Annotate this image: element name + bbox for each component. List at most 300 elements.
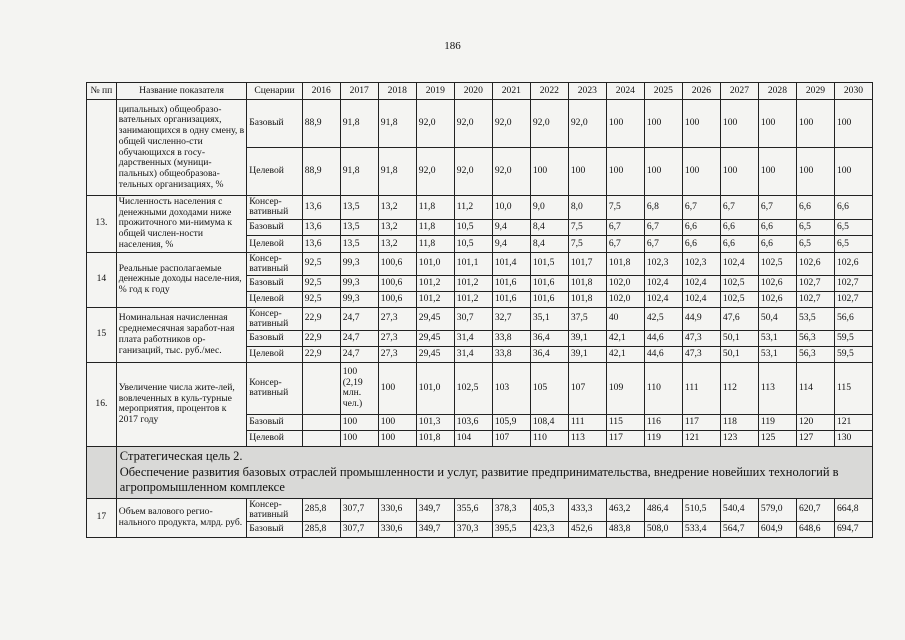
value-cell: 102,5	[720, 275, 758, 291]
value-cell: 33,8	[492, 346, 530, 362]
value-cell: 8,4	[530, 236, 568, 252]
value-cell: 35,1	[530, 307, 568, 330]
header-cell: 2024	[606, 83, 644, 100]
value-cell: 6,7	[644, 236, 682, 252]
value-cell: 6,5	[834, 219, 872, 235]
value-cell: 22,9	[302, 346, 340, 362]
value-cell: 100,6	[378, 291, 416, 307]
row-number: 16.	[87, 362, 117, 446]
value-cell: 307,7	[340, 498, 378, 521]
value-cell: 100	[378, 414, 416, 430]
value-cell: 119	[758, 414, 796, 430]
value-cell: 42,1	[606, 330, 644, 346]
value-cell: 102,6	[834, 252, 872, 275]
value-cell: 648,6	[796, 521, 834, 537]
value-cell: 24,7	[340, 346, 378, 362]
value-cell: 604,9	[758, 521, 796, 537]
value-cell: 13,6	[302, 236, 340, 252]
value-cell: 44,6	[644, 330, 682, 346]
table-row	[87, 307, 873, 330]
scenario-cell: Базовый	[247, 414, 302, 430]
indicator-name: Численность населения с денежными доходами ниже прожиточного ми-нимума к общей числен-ности населения, %	[116, 196, 246, 253]
value-cell: 100	[758, 100, 796, 148]
value-cell: 120	[796, 414, 834, 430]
value-cell: 378,3	[492, 498, 530, 521]
value-cell: 6,5	[796, 219, 834, 235]
value-cell: 29,45	[416, 330, 454, 346]
value-cell: 117	[606, 430, 644, 446]
value-cell: 423,3	[530, 521, 568, 537]
value-cell: 88,9	[302, 100, 340, 148]
value-cell: 101,6	[492, 275, 530, 291]
value-cell: 88,9	[302, 148, 340, 196]
value-cell: 91,8	[340, 148, 378, 196]
value-cell: 100	[796, 100, 834, 148]
value-cell: 101,8	[568, 291, 606, 307]
table-row	[87, 196, 873, 220]
goal-description: Обеспечение развития базовых отраслей промышленности и услуг, развитие предпринимательства, внедрение новейших технологий в агропромышленном комплексе	[119, 464, 839, 495]
value-cell: 349,7	[416, 521, 454, 537]
header-cell: 2027	[720, 83, 758, 100]
value-cell: 102,6	[758, 291, 796, 307]
header-cell: Сценарии	[247, 83, 302, 100]
value-cell: 92,5	[302, 252, 340, 275]
header-cell: Название показателя	[116, 83, 246, 100]
value-cell: 13,5	[340, 219, 378, 235]
value-cell: 92,5	[302, 275, 340, 291]
value-cell: 664,8	[834, 498, 872, 521]
scenario-cell: Консер-вативный	[247, 307, 302, 330]
value-cell: 47,3	[682, 346, 720, 362]
strategic-goal-cell	[116, 446, 872, 498]
table-row	[87, 252, 873, 275]
header-cell: 2019	[416, 83, 454, 100]
value-cell: 6,6	[720, 219, 758, 235]
table-row	[87, 498, 873, 521]
value-cell: 100	[682, 100, 720, 148]
value-cell: 395,5	[492, 521, 530, 537]
value-cell: 100	[834, 148, 872, 196]
scenario-cell: Консер-вативный	[247, 196, 302, 220]
value-cell: 44,6	[644, 346, 682, 362]
value-cell: 6,6	[796, 196, 834, 220]
scenario-cell: Целевой	[247, 346, 302, 362]
header-cell: 2017	[340, 83, 378, 100]
value-cell: 307,7	[340, 521, 378, 537]
value-cell: 6,6	[682, 219, 720, 235]
value-cell: 102,0	[606, 275, 644, 291]
value-cell: 11,8	[416, 219, 454, 235]
value-cell: 42,5	[644, 307, 682, 330]
value-cell: 11,8	[416, 236, 454, 252]
value-cell: 405,3	[530, 498, 568, 521]
value-cell: 47,3	[682, 330, 720, 346]
value-cell: 110	[530, 430, 568, 446]
value-cell: 285,8	[302, 498, 340, 521]
value-cell: 92,0	[454, 100, 492, 148]
value-cell: 6,5	[834, 236, 872, 252]
value-cell: 355,6	[454, 498, 492, 521]
value-cell: 101,0	[416, 252, 454, 275]
header-cell: 2023	[568, 83, 606, 100]
value-cell: 101,0	[416, 362, 454, 414]
value-cell: 53,5	[796, 307, 834, 330]
value-cell: 452,6	[568, 521, 606, 537]
value-cell: 508,0	[644, 521, 682, 537]
scenario-cell: Целевой	[247, 430, 302, 446]
value-cell: 6,7	[606, 219, 644, 235]
value-cell: 6,6	[682, 236, 720, 252]
value-cell: 7,5	[606, 196, 644, 220]
value-cell: 100	[530, 148, 568, 196]
header-cell: 2026	[682, 83, 720, 100]
table-row	[87, 362, 873, 414]
value-cell: 102,7	[834, 275, 872, 291]
value-cell: 40	[606, 307, 644, 330]
value-cell: 114	[796, 362, 834, 414]
table-row	[87, 100, 873, 148]
value-cell: 113	[758, 362, 796, 414]
value-cell: 91,8	[340, 100, 378, 148]
value-cell: 27,3	[378, 307, 416, 330]
value-cell: 100	[720, 100, 758, 148]
value-cell: 99,3	[340, 291, 378, 307]
value-cell: 33,8	[492, 330, 530, 346]
goal-title: Стратегическая цель 2.	[119, 448, 243, 463]
value-cell: 50,4	[758, 307, 796, 330]
scenario-cell: Базовый	[247, 100, 302, 148]
value-cell: 6,7	[720, 196, 758, 220]
value-cell: 102,5	[758, 252, 796, 275]
value-cell: 121	[682, 430, 720, 446]
value-cell: 102,4	[682, 291, 720, 307]
value-cell: 540,4	[720, 498, 758, 521]
value-cell: 6,7	[606, 236, 644, 252]
value-cell: 6,8	[644, 196, 682, 220]
value-cell: 39,1	[568, 330, 606, 346]
row-number: 14	[87, 252, 117, 307]
value-cell: 10,0	[492, 196, 530, 220]
value-cell: 13,6	[302, 196, 340, 220]
value-cell: 100,6	[378, 275, 416, 291]
scenario-cell: Базовый	[247, 330, 302, 346]
value-cell: 111	[682, 362, 720, 414]
value-cell: 100	[340, 414, 378, 430]
value-cell: 100	[644, 100, 682, 148]
value-cell: 579,0	[758, 498, 796, 521]
scenario-cell: Консер-вативный	[247, 252, 302, 275]
value-cell: 11,8	[416, 196, 454, 220]
value-cell: 102,5	[720, 291, 758, 307]
value-cell: 10,5	[454, 236, 492, 252]
row-number: 15	[87, 307, 117, 362]
value-cell: 101,4	[492, 252, 530, 275]
value-cell: 92,0	[454, 148, 492, 196]
value-cell: 620,7	[796, 498, 834, 521]
header-cell: № пп	[87, 83, 117, 100]
value-cell: 349,7	[416, 498, 454, 521]
value-cell: 102,4	[720, 252, 758, 275]
value-cell: 486,4	[644, 498, 682, 521]
value-cell: 105,9	[492, 414, 530, 430]
value-cell: 13,5	[340, 196, 378, 220]
value-cell: 13,2	[378, 236, 416, 252]
value-cell: 109	[606, 362, 644, 414]
value-cell: 11,2	[454, 196, 492, 220]
value-cell: 101,3	[416, 414, 454, 430]
value-cell: 29,45	[416, 307, 454, 330]
value-cell: 42,1	[606, 346, 644, 362]
value-cell: 102,6	[758, 275, 796, 291]
value-cell: 100	[758, 148, 796, 196]
value-cell: 102,4	[682, 275, 720, 291]
scenario-cell: Консер-вативный	[247, 498, 302, 521]
scenario-cell: Базовый	[247, 219, 302, 235]
value-cell: 92,0	[492, 100, 530, 148]
value-cell: 44,9	[682, 307, 720, 330]
value-cell: 91,8	[378, 100, 416, 148]
value-cell: 103,6	[454, 414, 492, 430]
value-cell: 36,4	[530, 346, 568, 362]
value-cell: 107	[568, 362, 606, 414]
value-cell: 101,2	[454, 275, 492, 291]
value-cell: 101,5	[530, 252, 568, 275]
value-cell: 13,2	[378, 196, 416, 220]
indicator-name: Номинальная начисленная среднемесячная заработ-ная плата работников ор-ганизаций, тыс. руб./мес.	[116, 307, 246, 362]
value-cell: 483,8	[606, 521, 644, 537]
value-cell: 100	[340, 430, 378, 446]
value-cell: 29,45	[416, 346, 454, 362]
value-cell: 100,6	[378, 252, 416, 275]
value-cell: 6,7	[682, 196, 720, 220]
value-cell: 50,1	[720, 346, 758, 362]
header-cell: 2029	[796, 83, 834, 100]
value-cell: 101,6	[530, 291, 568, 307]
value-cell: 101,2	[454, 291, 492, 307]
value-cell: 24,7	[340, 330, 378, 346]
value-cell: 463,2	[606, 498, 644, 521]
value-cell: 92,0	[416, 148, 454, 196]
value-cell: 53,1	[758, 346, 796, 362]
value-cell: 285,8	[302, 521, 340, 537]
value-cell: 102,6	[796, 252, 834, 275]
value-cell: 108,4	[530, 414, 568, 430]
page-number: 186	[444, 40, 461, 52]
value-cell: 27,3	[378, 330, 416, 346]
value-cell: 13,5	[340, 236, 378, 252]
value-cell: 118	[720, 414, 758, 430]
indicator-name: Увеличение числа жите-лей, вовлеченных в куль-турные мероприятия, процентов к 2017 году	[116, 362, 246, 446]
indicators-table	[86, 82, 873, 538]
value-cell: 7,5	[568, 219, 606, 235]
value-cell: 30,7	[454, 307, 492, 330]
header-cell: 2020	[454, 83, 492, 100]
value-cell: 130	[834, 430, 872, 446]
value-cell: 31,4	[454, 346, 492, 362]
row-number: 17	[87, 498, 117, 537]
value-cell: 10,5	[454, 219, 492, 235]
value-cell: 107	[492, 430, 530, 446]
value-cell: 99,3	[340, 252, 378, 275]
value-cell: 92,0	[416, 100, 454, 148]
indicator-name: Реальные располагаемые денежные доходы населе-ния, % год к году	[116, 252, 246, 307]
value-cell: 121	[834, 414, 872, 430]
value-cell: 13,6	[302, 219, 340, 235]
value-cell: 116	[644, 414, 682, 430]
value-cell: 7,5	[568, 236, 606, 252]
value-cell: 36,4	[530, 330, 568, 346]
value-cell: 24,7	[340, 307, 378, 330]
value-cell: 6,7	[758, 196, 796, 220]
header-cell: 2025	[644, 83, 682, 100]
value-cell: 6,6	[758, 236, 796, 252]
value-cell: 8,0	[568, 196, 606, 220]
header-cell: 2018	[378, 83, 416, 100]
value-cell: 105	[530, 362, 568, 414]
value-cell: 6,6	[758, 219, 796, 235]
value-cell: 100	[682, 148, 720, 196]
value-cell: 13,2	[378, 219, 416, 235]
value-cell: 59,5	[834, 346, 872, 362]
value-cell: 101,6	[530, 275, 568, 291]
value-cell: 113	[568, 430, 606, 446]
value-cell: 53,1	[758, 330, 796, 346]
value-cell: 102,0	[606, 291, 644, 307]
value-cell: 100	[606, 148, 644, 196]
value-cell: 99,3	[340, 275, 378, 291]
value-cell: 330,6	[378, 498, 416, 521]
value-cell: 694,7	[834, 521, 872, 537]
value-cell: 92,0	[568, 100, 606, 148]
value-cell: 101,8	[606, 252, 644, 275]
value-cell: 92,0	[492, 148, 530, 196]
indicator-name: ципальных) общеобразо-вательных организациях, занимающихся в одну смену, в общей численно-сти обучающихся в госу-дарственных (муници-пальных) общеобразова-тельных организациях, %	[116, 100, 246, 196]
value-cell	[302, 414, 340, 430]
value-cell: 9,0	[530, 196, 568, 220]
scenario-cell: Базовый	[247, 275, 302, 291]
value-cell: 39,1	[568, 346, 606, 362]
value-cell: 125	[758, 430, 796, 446]
value-cell: 102,4	[644, 291, 682, 307]
value-cell: 102,7	[796, 291, 834, 307]
scenario-cell: Целевой	[247, 236, 302, 252]
value-cell: 100	[796, 148, 834, 196]
value-cell: 101,8	[416, 430, 454, 446]
value-cell: 101,2	[416, 291, 454, 307]
header-cell: 2016	[302, 83, 340, 100]
value-cell: 102,5	[454, 362, 492, 414]
header-cell: 2030	[834, 83, 872, 100]
row-number: 13.	[87, 196, 117, 253]
scenario-cell: Базовый	[247, 521, 302, 537]
value-cell: 6,6	[720, 236, 758, 252]
scenario-cell: Консер-вативный	[247, 362, 302, 414]
value-cell: 101,2	[416, 275, 454, 291]
scenario-cell: Целевой	[247, 148, 302, 196]
value-cell: 22,9	[302, 307, 340, 330]
value-cell: 9,4	[492, 236, 530, 252]
header-cell: 2021	[492, 83, 530, 100]
indicator-name: Объем валового регио-нального продукта, млрд. руб.	[116, 498, 246, 537]
value-cell	[302, 430, 340, 446]
value-cell: 111	[568, 414, 606, 430]
value-cell: 47,6	[720, 307, 758, 330]
value-cell: 101,1	[454, 252, 492, 275]
value-cell: 8,4	[530, 219, 568, 235]
value-cell: 564,7	[720, 521, 758, 537]
scenario-cell: Целевой	[247, 291, 302, 307]
value-cell: 119	[644, 430, 682, 446]
value-cell: 92,0	[530, 100, 568, 148]
value-cell: 100	[568, 148, 606, 196]
value-cell: 100	[834, 100, 872, 148]
value-cell: 91,8	[378, 148, 416, 196]
header-cell: 2022	[530, 83, 568, 100]
value-cell: 101,8	[568, 275, 606, 291]
value-cell: 100	[378, 430, 416, 446]
value-cell: 103	[492, 362, 530, 414]
value-cell: 100	[720, 148, 758, 196]
value-cell	[302, 362, 340, 414]
value-cell: 56,3	[796, 346, 834, 362]
value-cell: 31,4	[454, 330, 492, 346]
value-cell: 533,4	[682, 521, 720, 537]
value-cell: 110	[644, 362, 682, 414]
value-cell: 112	[720, 362, 758, 414]
value-cell: 56,6	[834, 307, 872, 330]
table-body	[87, 100, 873, 538]
value-cell: 100	[606, 100, 644, 148]
value-cell: 56,3	[796, 330, 834, 346]
value-cell: 59,5	[834, 330, 872, 346]
value-cell: 100 (2,19 млн. чел.)	[340, 362, 378, 414]
value-cell: 510,5	[682, 498, 720, 521]
value-cell: 92,5	[302, 291, 340, 307]
value-cell: 101,7	[568, 252, 606, 275]
value-cell: 117	[682, 414, 720, 430]
value-cell: 101,6	[492, 291, 530, 307]
value-cell: 104	[454, 430, 492, 446]
value-cell: 102,4	[644, 275, 682, 291]
value-cell: 102,3	[682, 252, 720, 275]
value-cell: 22,9	[302, 330, 340, 346]
value-cell: 32,7	[492, 307, 530, 330]
strategic-goal-row	[87, 446, 873, 498]
value-cell: 6,5	[796, 236, 834, 252]
goal-number-cell	[87, 446, 117, 498]
value-cell: 102,3	[644, 252, 682, 275]
table-header-row	[87, 83, 873, 100]
value-cell: 9,4	[492, 219, 530, 235]
value-cell: 100	[644, 148, 682, 196]
value-cell: 433,3	[568, 498, 606, 521]
value-cell: 27,3	[378, 346, 416, 362]
value-cell: 102,7	[834, 291, 872, 307]
value-cell: 330,6	[378, 521, 416, 537]
value-cell: 6,6	[834, 196, 872, 220]
value-cell: 127	[796, 430, 834, 446]
value-cell: 37,5	[568, 307, 606, 330]
value-cell: 115	[834, 362, 872, 414]
value-cell: 102,7	[796, 275, 834, 291]
header-cell: 2028	[758, 83, 796, 100]
value-cell: 6,7	[644, 219, 682, 235]
value-cell: 50,1	[720, 330, 758, 346]
row-number	[87, 100, 117, 196]
value-cell: 370,3	[454, 521, 492, 537]
value-cell: 115	[606, 414, 644, 430]
value-cell: 123	[720, 430, 758, 446]
